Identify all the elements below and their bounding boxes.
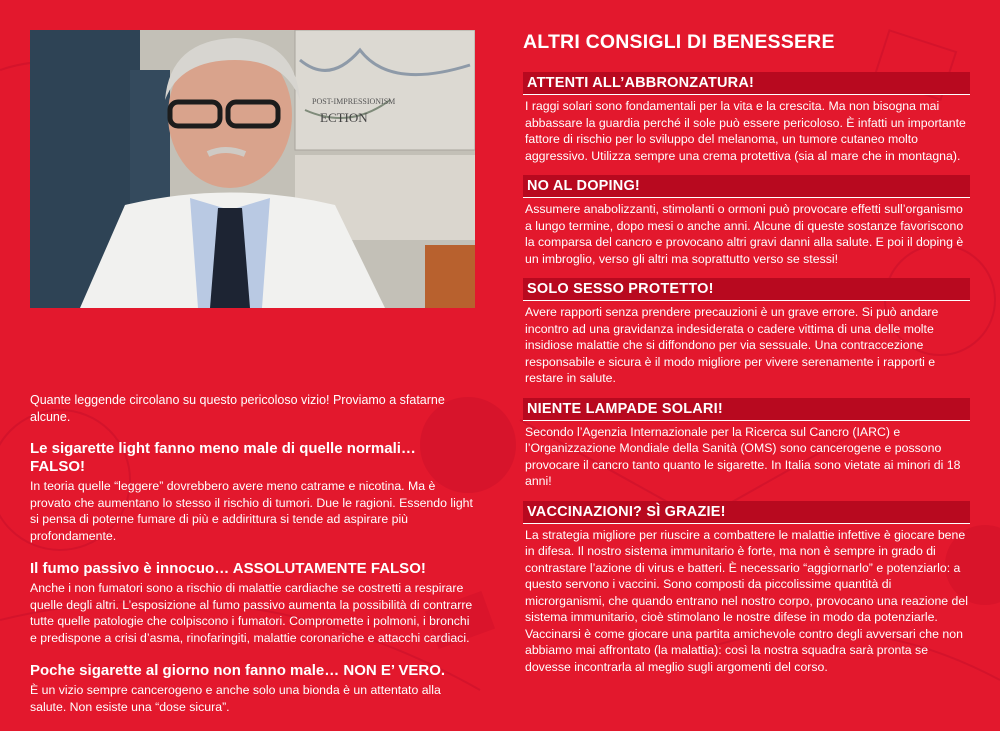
- tip-block: [523, 278, 970, 387]
- tip-body: I raggi solari sono fondamentali per la vita e la crescita. Ma non bisogna mai abbassare la guardia perché il sole può essere pericoloso. È infatti un importante fattore di rischio per lo sviluppo del melanoma, un tumore cutaneo molto aggressivo. Utilizza sempre una crema protettiva (sia al mare che in montagna).: [525, 99, 966, 163]
- tip-block: [523, 175, 970, 267]
- tip-body: Avere rapporti senza prendere precauzioni è un grave errore. Si può andare incontro ad una gravidanza indesiderata o cadere vittima di una delle molte insidiose malattie che si diffondono per via sessuale. Una contraccezione responsabile e sicura è il modo migliore per vivere serenamente i rapporti e restare in salute.: [525, 305, 939, 385]
- myth-block: [30, 662, 475, 715]
- tip-heading: NIENTE LAMPADE SOLARI!: [523, 398, 970, 421]
- poster-text-1: POST-IMPRESSIONISM: [312, 97, 396, 106]
- smoking-myths-section: [30, 392, 475, 731]
- intro-text: Quante leggende circolano su questo pericoloso vizio! Proviamo a sfatarne alcune.: [30, 393, 445, 424]
- tip-body: La strategia migliore per riuscire a combattere le malattie infettive è giocare bene in difesa. Il nostro sistema immunitario è forte, ma non è sempre in grado di contrastare l’azione di virus e batteri. È necessario “aggiornarlo” e potenziarlo: a questo servono i vaccini. Sono composti da piccolissime quantità di microrganismi, che quando entrano nel nostro corpo, provocano una reazione del sistema immunitario, cioè stimolano le nostre difese in modo da potenziarle. Vaccinarsi è come giocare una partita amichevole contro degli avversari che non abbiamo mai affrontato (la malattia): così la nostra squadra sarà pronta se dovesse incontrarla al meglio sugli argomenti del corso.: [525, 527, 968, 674]
- doctor-photo: [30, 30, 475, 308]
- myth-title: Le sigarette light fanno meno male di quelle normali… FALSO!: [30, 440, 416, 475]
- tip-heading: VACCINAZIONI? SÌ GRAZIE!: [523, 501, 970, 524]
- poster-text-2: ECTION: [320, 110, 368, 125]
- myth-body: È un vizio sempre cancerogeno e anche solo una bionda è un attentato alla salute. Non esiste una “dose sicura”.: [30, 683, 441, 714]
- tip-body: Secondo l’Agenzia Internazionale per la Ricerca sul Cancro (IARC) e l’Organizzazione Mondiale della Sanità (OMS) sono cancerogene e possono provocare il cancro tanto quanto le sigarette. In Italia sono vietate ai minori di 18 anni!: [525, 424, 961, 488]
- myth-block: [30, 560, 475, 646]
- tip-block: [523, 501, 970, 676]
- tip-heading: ATTENTI ALL’ABBRONZATURA!: [523, 72, 970, 95]
- myth-body: In teoria quelle “leggere” dovrebbero avere meno catrame e nicotina. Ma è provato che aumentano lo stesso il rischio di tumori. Due le ragioni. Essendo light si pensa di poterne fumare di più e addirittura si tende ad aspirare più profondamente.: [30, 479, 473, 543]
- myth-block: [30, 440, 475, 544]
- myth-body: Anche i non fumatori sono a rischio di malattie cardiache se costretti a respirare quelle degli altri. L’esposizione al fumo passivo aumenta la possibilità di contrarre tutte quelle patologie che colpiscono i fumatori. Compromette i polmoni, i bronchi e predispone a crisi d’asma, rinofaringiti, malattie coronariche e attacchi cardiaci.: [30, 581, 473, 645]
- myth-title: Il fumo passivo è innocuo… ASSOLUTAMENTE FALSO!: [30, 560, 426, 577]
- wellness-tips-section: [523, 30, 970, 686]
- myth-title: Poche sigarette al giorno non fanno male… NON E’ VERO.: [30, 662, 446, 679]
- tip-body: Assumere anabolizzanti, stimolanti o ormoni può provocare effetti sull’organismo a lungo termine, dopo mesi o anche anni. Alcune di queste sostanze favoriscono la comparsa del cancro e provocano altri gravi danni alla salute. E poi il doping è un imbroglio, verso gli altri ma soprattutto verso se stessi!: [525, 202, 964, 266]
- tip-heading: NO AL DOPING!: [523, 175, 970, 198]
- tip-heading: SOLO SESSO PROTETTO!: [523, 278, 970, 301]
- tip-block: [523, 72, 970, 164]
- page-title: ALTRI CONSIGLI DI BENESSERE: [523, 31, 835, 53]
- tip-block: [523, 398, 970, 490]
